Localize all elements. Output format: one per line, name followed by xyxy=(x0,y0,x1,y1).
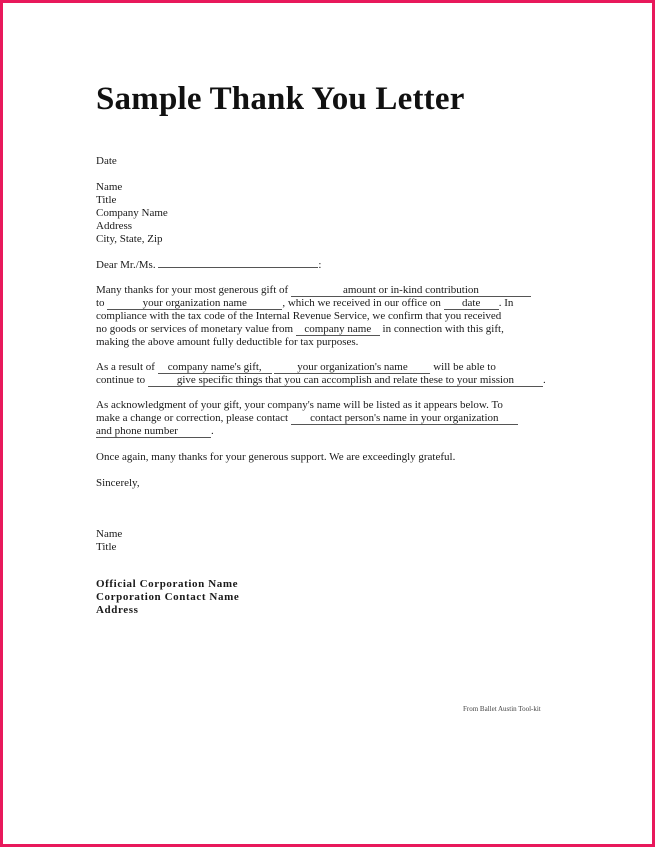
letter-title: Sample Thank You Letter xyxy=(96,81,465,117)
para3-line1: As acknowledgment of your gift, your company's name will be listed as it appears below. To xyxy=(96,399,503,411)
para1-line3: compliance with the tax code of the Internal Revenue Service, we confirm that you received xyxy=(96,310,502,322)
organization-name-blank[interactable]: your organization name xyxy=(107,298,282,310)
org-block xyxy=(96,578,239,617)
recipient-city-state-zip: City, State, Zip xyxy=(96,233,163,245)
para2-text: As a result of xyxy=(96,361,155,373)
paragraph-4 xyxy=(96,451,455,464)
closing-text: Sincerely, xyxy=(96,477,140,489)
mission-blank[interactable]: give specific things that you can accomplish and relate these to your mission xyxy=(148,375,543,387)
recipient-address: Address xyxy=(96,220,133,232)
signer-name: Name xyxy=(96,528,123,540)
corporation-contact-name: Corporation Contact Name xyxy=(96,591,240,603)
para1-to: to xyxy=(96,297,105,309)
para1-mid: , which we received in our office on xyxy=(282,297,441,309)
official-corporation-name: Official Corporation Name xyxy=(96,578,239,590)
date-label: Date xyxy=(96,155,117,167)
contribution-blank[interactable]: amount or in-kind contribution xyxy=(291,285,531,297)
phone-number-blank[interactable]: and phone number xyxy=(96,426,211,438)
company-name-blank[interactable]: company name xyxy=(296,324,380,336)
para4-text: Once again, many thanks for your generous support. We are exceedingly grateful. xyxy=(96,451,456,463)
para2-end: will be able to xyxy=(433,361,496,373)
para1-line4: no goods or services of monetary value from xyxy=(96,323,294,335)
signer-title: Title xyxy=(96,541,117,553)
para2-line2-end: . xyxy=(542,374,546,386)
recipient-company: Company Name xyxy=(96,207,168,219)
org-name-blank[interactable]: your organization's name xyxy=(274,362,430,374)
recipient-name: Name xyxy=(96,181,123,193)
salutation-suffix: : xyxy=(318,259,322,271)
date-blank[interactable]: date xyxy=(444,298,499,310)
signer-block xyxy=(96,528,122,554)
paragraph-3 xyxy=(96,399,518,438)
para3-line2: make a change or correction, please contact xyxy=(96,412,289,424)
paragraph-2 xyxy=(96,361,546,387)
paragraph-1 xyxy=(96,284,531,349)
company-gift-blank[interactable]: company name's gift, xyxy=(158,362,272,374)
date-line xyxy=(96,155,117,168)
org-address: Address xyxy=(96,604,139,616)
para2-line2: continue to xyxy=(96,374,146,386)
salutation-prefix: Dear Mr./Ms. xyxy=(96,259,156,271)
para1-line5: making the above amount fully deductible for tax purposes. xyxy=(96,336,359,348)
footer-note: From Ballet Austin Tool-kit xyxy=(463,705,541,713)
contact-person-blank[interactable]: contact person's name in your organization xyxy=(291,413,518,425)
para3-line3-end: . xyxy=(211,425,214,437)
recipient-block xyxy=(96,181,168,246)
para1-end: . In xyxy=(498,297,514,309)
salutation xyxy=(96,259,321,272)
salutation-blank[interactable] xyxy=(158,267,318,268)
para1-text: Many thanks for your most generous gift of xyxy=(96,284,289,296)
recipient-title: Title xyxy=(96,194,117,206)
para1-line4-end: in connection with this gift, xyxy=(382,323,504,335)
closing xyxy=(96,477,140,490)
letter-page xyxy=(96,80,566,118)
